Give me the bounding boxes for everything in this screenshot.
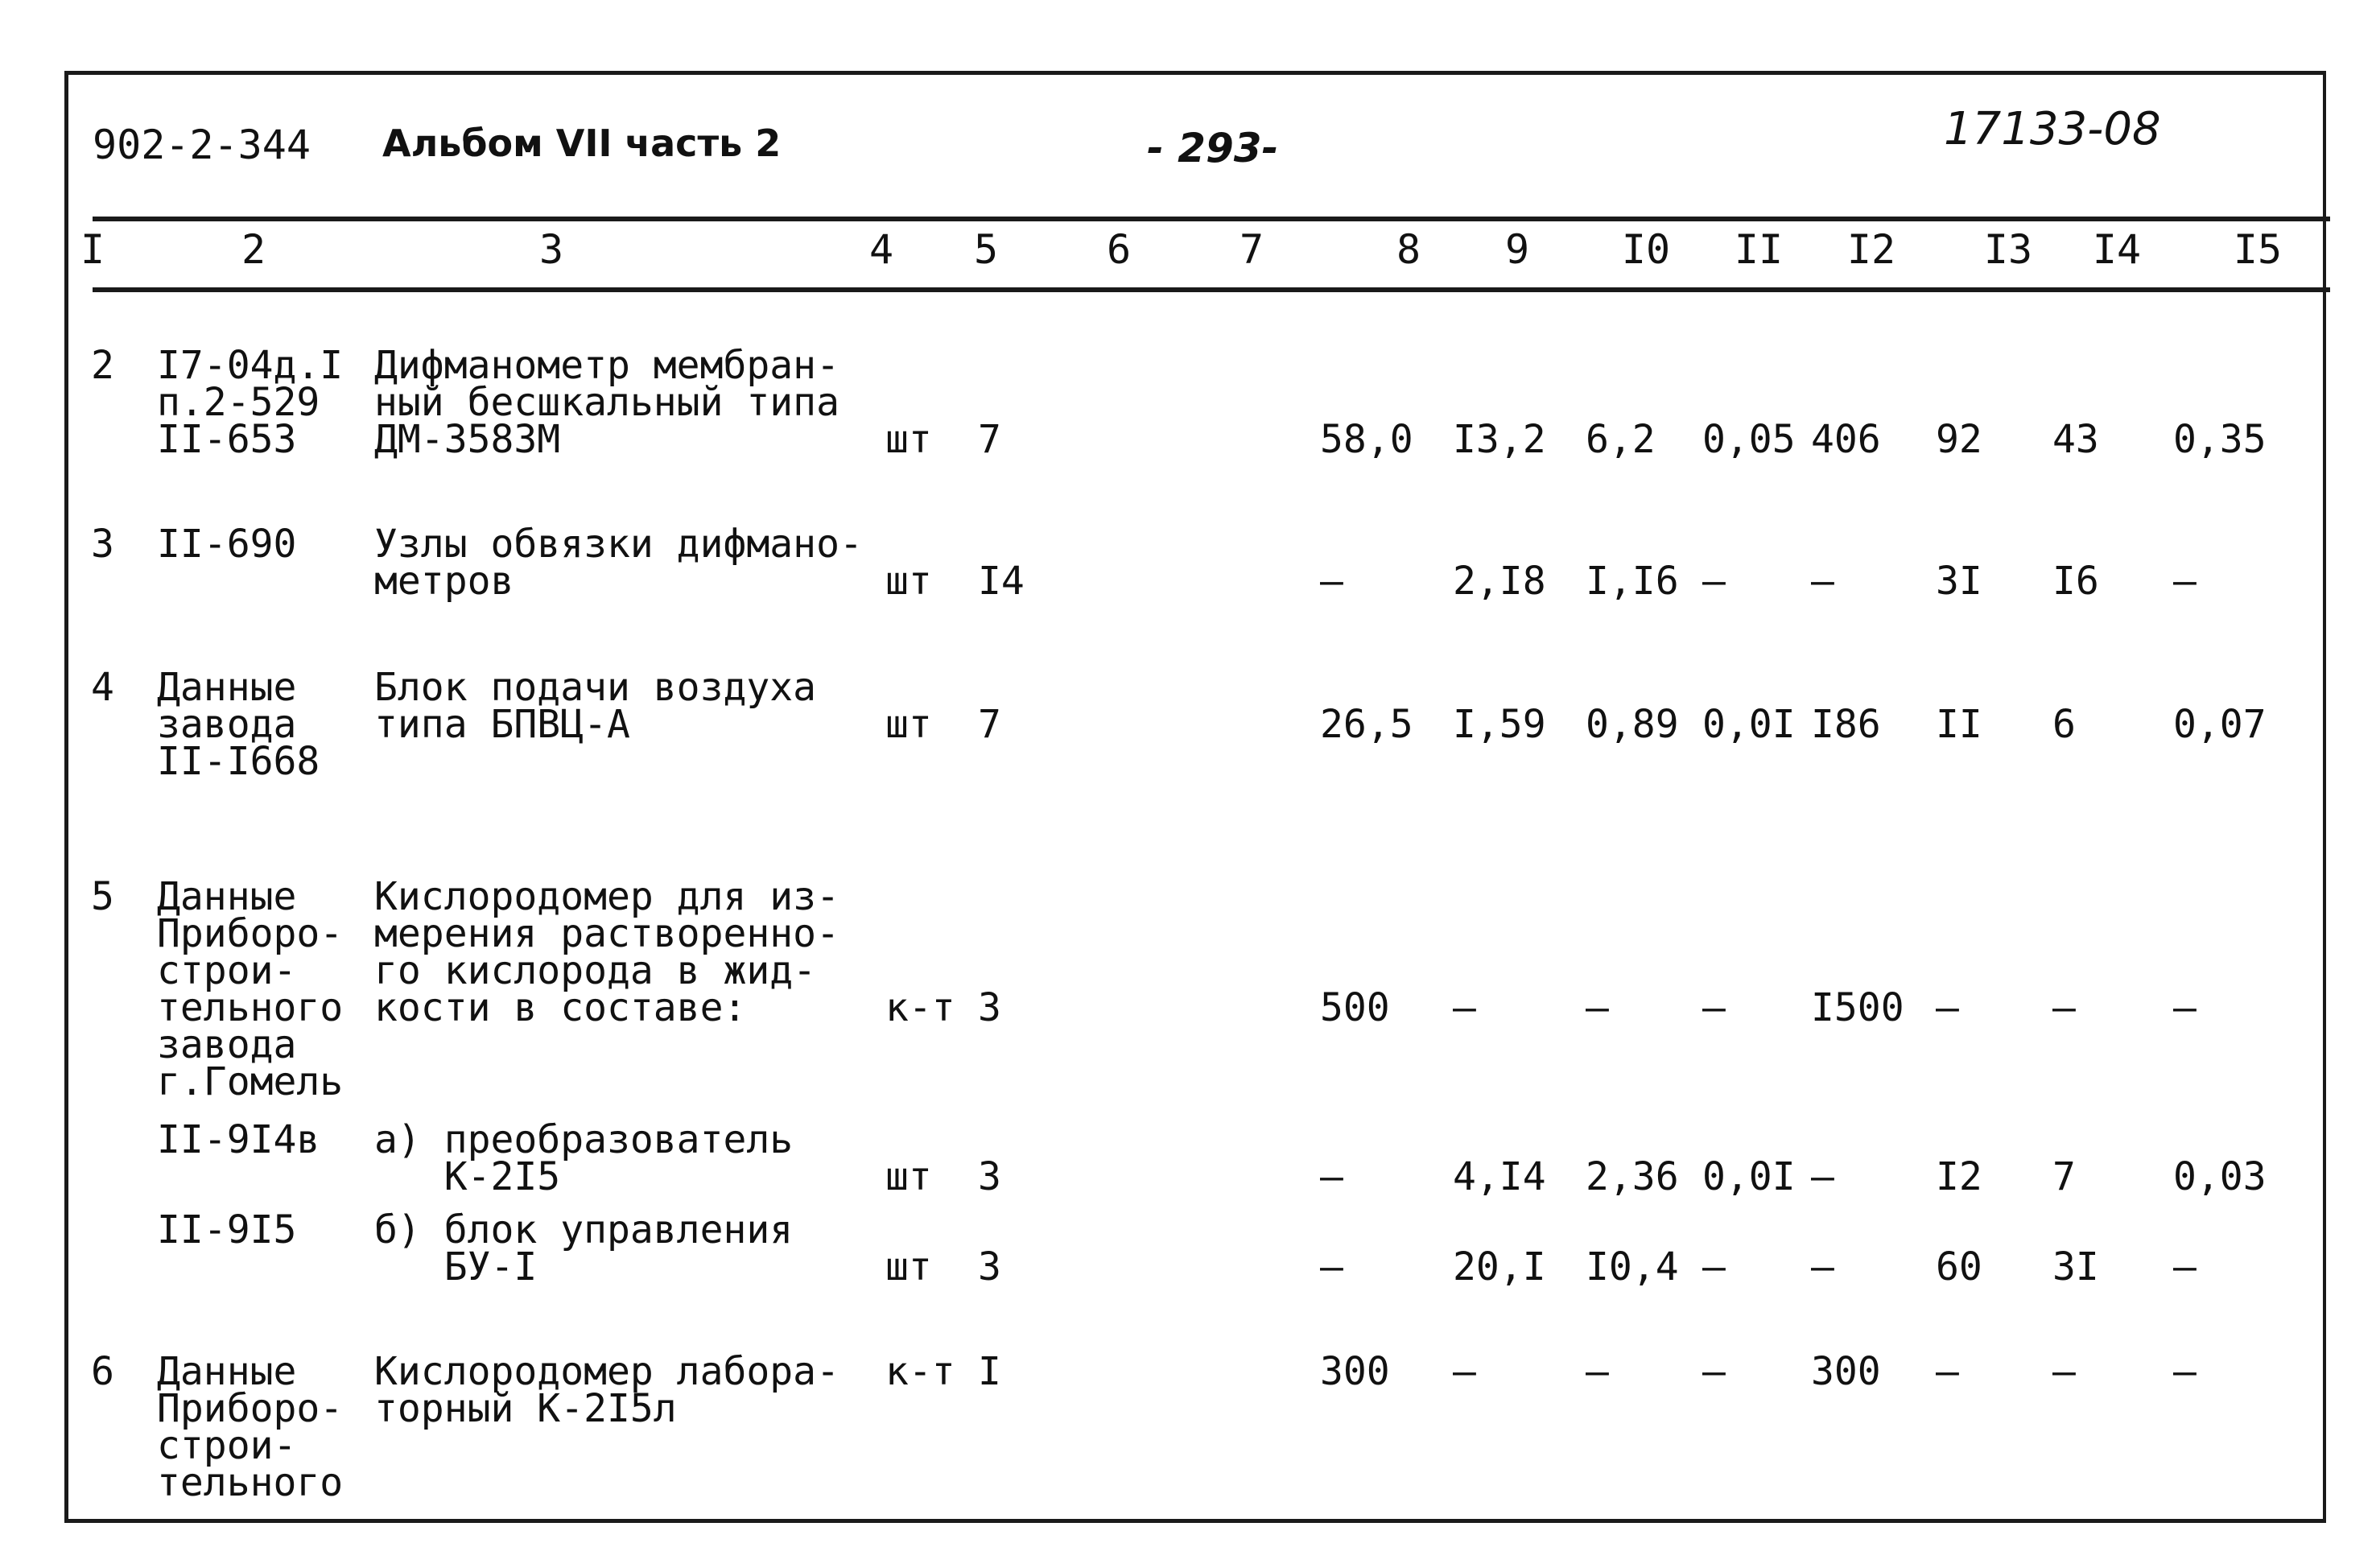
column-number: 8	[1396, 226, 1421, 273]
cell-qty: 3	[978, 1244, 1001, 1289]
cell-c12: –	[1811, 559, 1834, 604]
cell-c12: 406	[1811, 417, 1881, 462]
cell-pos: 6	[91, 1349, 114, 1394]
cell-qty: 7	[978, 417, 1001, 462]
cell-c8: –	[1320, 1244, 1343, 1289]
cell-qty: 3	[978, 1154, 1001, 1199]
cell-pos: 3	[91, 522, 114, 567]
column-number: II	[1734, 226, 1784, 273]
cell-unit: шт	[885, 1154, 932, 1199]
column-number: I4	[2092, 226, 2142, 273]
cell-c14: 3I	[2052, 1244, 2099, 1289]
column-number: I5	[2233, 226, 2283, 273]
page-number: - 293-	[1147, 125, 1279, 171]
cell-c11: –	[1702, 985, 1726, 1030]
cell-c11: 0,05	[1702, 417, 1796, 462]
column-number: 7	[1239, 226, 1264, 273]
album-title: Альбом VII часть 2	[382, 122, 782, 165]
cell-c12: –	[1811, 1154, 1834, 1199]
column-number: 3	[538, 226, 564, 273]
cell-unit: шт	[885, 559, 932, 604]
cell-unit: шт	[885, 702, 932, 747]
cell-ref: I7-04д.I п.2-529 II-653	[157, 343, 344, 462]
cell-c9: 2,I8	[1453, 559, 1546, 604]
cell-c14: 43	[2052, 417, 2099, 462]
cell-name: Кислородомер для из- мерения растворенно- го кислорода в жид- кости в составе:	[374, 874, 839, 1030]
cell-c10: 2,36	[1586, 1154, 1679, 1199]
cell-c9: –	[1453, 985, 1476, 1030]
cell-c13: –	[1936, 1349, 1959, 1394]
cell-pos: 5	[91, 874, 114, 919]
cell-name: Дифманометр мембран- ный бесшкальный типа ДМ-3583М	[374, 343, 839, 462]
column-number: I	[80, 226, 105, 273]
cell-qty: I4	[978, 559, 1025, 604]
cell-c15: –	[2173, 1244, 2197, 1289]
cell-c8: 500	[1320, 985, 1390, 1030]
cell-qty: 7	[978, 702, 1001, 747]
cell-c11: 0,0I	[1702, 1154, 1796, 1199]
cell-name: Кислородомер лабора- торный К-2I5л	[374, 1349, 839, 1431]
cell-c8: 300	[1320, 1349, 1390, 1394]
cell-c14: –	[2052, 1349, 2076, 1394]
cell-c9: I3,2	[1453, 417, 1546, 462]
cell-c12: 300	[1811, 1349, 1881, 1394]
cell-c8: 26,5	[1320, 702, 1413, 747]
doc-number: 902-2-344	[93, 122, 311, 168]
header-bottom-rule	[93, 287, 2330, 292]
column-number: 4	[868, 226, 894, 273]
cell-c9: 4,I4	[1453, 1154, 1546, 1199]
cell-qty: 3	[978, 985, 1001, 1030]
cell-c9: 20,I	[1453, 1244, 1546, 1289]
cell-c13: –	[1936, 985, 1959, 1030]
cell-ref: Данные завода II-I668	[157, 665, 320, 784]
cell-c11: 0,0I	[1702, 702, 1796, 747]
cell-c12: –	[1811, 1244, 1834, 1289]
cell-ref: II-9I4в	[157, 1117, 320, 1162]
cell-name: Блок подачи воздуха типа БПВЦ-А	[374, 665, 817, 747]
cell-name: Узлы обвязки дифмано- метров	[374, 522, 863, 604]
cell-c10: I,I6	[1586, 559, 1679, 604]
cell-c14: I6	[2052, 559, 2099, 604]
cell-c11: –	[1702, 559, 1726, 604]
cell-ref: Данные Приборо- строи- тельного	[157, 1349, 344, 1505]
cell-c15: –	[2173, 985, 2197, 1030]
cell-c15: 0,03	[2173, 1154, 2267, 1199]
cell-c15: –	[2173, 1349, 2197, 1394]
column-number: I0	[1621, 226, 1671, 273]
cell-c10: I0,4	[1586, 1244, 1679, 1289]
cell-c13: 3I	[1936, 559, 1982, 604]
cell-c9: I,59	[1453, 702, 1546, 747]
cell-c8: –	[1320, 1154, 1343, 1199]
sheet-code: 17133-08	[1944, 103, 2161, 155]
header-top-rule	[93, 217, 2330, 221]
column-number: 2	[241, 226, 266, 273]
cell-c15: 0,07	[2173, 702, 2267, 747]
cell-c14: 6	[2052, 702, 2076, 747]
cell-c13: I2	[1936, 1154, 1982, 1199]
cell-unit: шт	[885, 417, 932, 462]
cell-ref: II-9I5	[157, 1207, 297, 1252]
cell-c8: –	[1320, 559, 1343, 604]
column-number: 6	[1106, 226, 1132, 273]
cell-c8: 58,0	[1320, 417, 1413, 462]
cell-c12: I86	[1811, 702, 1881, 747]
cell-pos: 2	[91, 343, 114, 388]
column-number: 5	[973, 226, 999, 273]
cell-c13: II	[1936, 702, 1982, 747]
cell-c11: –	[1702, 1349, 1726, 1394]
cell-ref: II-690	[157, 522, 297, 567]
cell-unit: к-т	[885, 1349, 955, 1394]
cell-c14: 7	[2052, 1154, 2076, 1199]
cell-ref: Данные Приборо- строи- тельного завода г.Гомель	[157, 874, 344, 1104]
column-number: I2	[1846, 226, 1896, 273]
cell-c10: –	[1586, 985, 1609, 1030]
cell-c9: –	[1453, 1349, 1476, 1394]
column-number: 9	[1504, 226, 1530, 273]
cell-c10: 0,89	[1586, 702, 1679, 747]
cell-c13: 92	[1936, 417, 1982, 462]
cell-unit: к-т	[885, 985, 955, 1030]
cell-pos: 4	[91, 665, 114, 710]
cell-c13: 60	[1936, 1244, 1982, 1289]
column-number: I3	[1983, 226, 2033, 273]
cell-c12: I500	[1811, 985, 1904, 1030]
cell-c11: –	[1702, 1244, 1726, 1289]
cell-c10: 6,2	[1586, 417, 1656, 462]
cell-c15: –	[2173, 559, 2197, 604]
cell-unit: шт	[885, 1244, 932, 1289]
cell-c15: 0,35	[2173, 417, 2267, 462]
document-sheet	[64, 71, 2326, 1523]
cell-name: а) преобразователь К-2I5	[374, 1117, 794, 1199]
cell-name: б) блок управления БУ-I	[374, 1207, 794, 1289]
cell-qty: I	[978, 1349, 1001, 1394]
cell-c10: –	[1586, 1349, 1609, 1394]
cell-c14: –	[2052, 985, 2076, 1030]
